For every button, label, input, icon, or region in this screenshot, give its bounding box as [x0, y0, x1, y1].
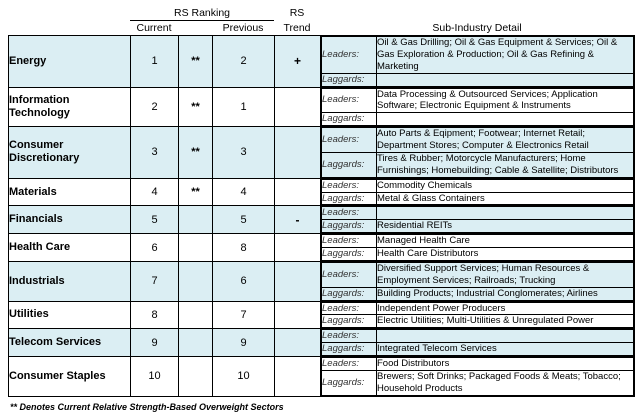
laggards-label: Laggards:	[322, 152, 377, 177]
sub-industry-detail-cell	[321, 301, 635, 329]
sub-industry-detail-cell	[321, 178, 635, 206]
current-rank-cell: 2	[131, 87, 179, 127]
sector-name-cell: Consumer Discretionary	[9, 127, 131, 179]
overweight-marker-cell	[179, 261, 213, 301]
current-rank-cell: 7	[131, 261, 179, 301]
table-row	[9, 329, 635, 357]
laggards-label: Laggards:	[322, 287, 377, 300]
laggards-row	[322, 370, 634, 395]
table-row	[9, 301, 635, 329]
laggards-row	[322, 73, 634, 86]
leaders-row	[322, 235, 634, 248]
laggards-row	[322, 113, 634, 126]
leaders-label: Leaders:	[322, 358, 377, 371]
sub-industry-detail-cell	[321, 357, 635, 397]
table-row	[9, 357, 635, 397]
header-row-top	[8, 6, 634, 21]
table-row	[9, 234, 635, 262]
laggards-value	[377, 113, 634, 126]
previous-rank-cell: 3	[213, 127, 275, 179]
sector-name-cell: Industrials	[9, 261, 131, 301]
laggards-row	[322, 248, 634, 261]
rs-trend-cell: -	[275, 206, 321, 234]
header-previous: Previous	[222, 22, 264, 34]
rs-trend-cell	[275, 329, 321, 357]
overweight-marker-cell	[179, 206, 213, 234]
leaders-value: Managed Health Care	[377, 235, 634, 248]
current-rank-cell: 1	[131, 36, 179, 88]
current-rank-cell: 8	[131, 301, 179, 329]
leaders-row	[322, 262, 634, 287]
sector-name-cell: Consumer Staples	[9, 357, 131, 397]
laggards-label: Laggards:	[322, 192, 377, 205]
sector-name-cell: Utilities	[9, 301, 131, 329]
leaders-label: Leaders:	[322, 302, 377, 315]
overweight-marker-cell: **	[179, 87, 213, 127]
overweight-marker-cell	[179, 357, 213, 397]
laggards-value: Residential REITs	[377, 220, 634, 233]
leaders-label: Leaders:	[322, 128, 377, 153]
current-rank-cell: 4	[131, 178, 179, 206]
leaders-label: Leaders:	[322, 235, 377, 248]
laggards-value: Electric Utilities; Multi-Utilities & Unregulated Power	[377, 315, 634, 328]
leaders-row	[322, 128, 634, 153]
sub-industry-detail-cell	[321, 234, 635, 262]
previous-rank-cell: 9	[213, 329, 275, 357]
current-rank-cell: 5	[131, 206, 179, 234]
current-rank-cell: 9	[131, 329, 179, 357]
laggards-value: Health Care Distributors	[377, 248, 634, 261]
sub-industry-detail-cell	[321, 206, 635, 234]
rs-ranking-table	[8, 35, 635, 397]
sector-name-cell: Materials	[9, 178, 131, 206]
rs-trend-cell	[275, 357, 321, 397]
table-row	[9, 178, 635, 206]
previous-rank-cell: 5	[213, 206, 275, 234]
laggards-label: Laggards:	[322, 370, 377, 395]
rs-trend-cell	[275, 234, 321, 262]
current-rank-cell: 6	[131, 234, 179, 262]
laggards-row	[322, 152, 634, 177]
previous-rank-cell: 6	[213, 261, 275, 301]
rs-trend-cell	[275, 127, 321, 179]
header-rs-trend-line2: Trend	[283, 21, 311, 34]
rs-trend-cell	[275, 301, 321, 329]
leaders-value: Independent Power Producers	[377, 302, 634, 315]
table-row	[9, 36, 635, 88]
sub-industry-detail-cell	[321, 329, 635, 357]
header-current: Current	[136, 22, 172, 34]
previous-rank-cell: 2	[213, 36, 275, 88]
rs-trend-cell	[275, 261, 321, 301]
sub-industry-detail-cell	[321, 261, 635, 301]
leaders-row	[322, 179, 634, 192]
leaders-row	[322, 88, 634, 113]
table-row	[9, 87, 635, 127]
sector-name-cell: Telecom Services	[9, 329, 131, 357]
rs-trend-cell	[275, 178, 321, 206]
laggards-label: Laggards:	[322, 315, 377, 328]
laggards-value	[377, 73, 634, 86]
leaders-row	[322, 37, 634, 74]
laggards-value: Building Products; Industrial Conglomerates; Airlines	[377, 287, 634, 300]
laggards-label: Laggards:	[322, 73, 377, 86]
table-header	[8, 6, 634, 35]
previous-rank-cell: 10	[213, 357, 275, 397]
laggards-row	[322, 343, 634, 356]
current-rank-cell: 3	[131, 127, 179, 179]
laggards-value: Metal & Glass Containers	[377, 192, 634, 205]
sector-name-cell: Financials	[9, 206, 131, 234]
table-row	[9, 127, 635, 179]
rs-trend-cell	[275, 87, 321, 127]
leaders-value	[377, 330, 634, 343]
footnote: ** Denotes Current Relative Strength-Based Overweight Sectors	[10, 401, 284, 412]
laggards-row	[322, 220, 634, 233]
laggards-value: Tires & Rubber; Motorcycle Manufacturers; Home Furnishings; Homebuilding; Cable & Satellite; Distributors	[377, 152, 634, 177]
leaders-label: Leaders:	[322, 88, 377, 113]
header-sub-industry-detail: Sub-Industry Detail	[432, 21, 522, 34]
laggards-row	[322, 192, 634, 205]
header-spacer-4	[178, 21, 212, 36]
laggards-label: Laggards:	[322, 220, 377, 233]
leaders-label: Leaders:	[322, 330, 377, 343]
laggards-row	[322, 315, 634, 328]
leaders-row	[322, 207, 634, 220]
laggards-label: Laggards:	[322, 248, 377, 261]
leaders-value: Data Processing & Outsourced Services; Application Software; Electronic Equipment & Instruments	[377, 88, 634, 113]
header-spacer	[8, 6, 130, 21]
overweight-marker-cell: **	[179, 127, 213, 179]
leaders-value: Food Distributors	[377, 358, 634, 371]
sector-name-cell: Health Care	[9, 234, 131, 262]
laggards-label: Laggards:	[322, 113, 377, 126]
overweight-marker-cell: **	[179, 178, 213, 206]
leaders-value: Oil & Gas Drilling; Oil & Gas Equipment & Services; Oil & Gas Exploration & Production; Oil & Gas Refining & Marketing	[377, 37, 634, 74]
header-spacer-2	[320, 6, 634, 21]
header-spacer-3	[8, 21, 130, 36]
leaders-label: Leaders:	[322, 37, 377, 74]
overweight-marker-cell	[179, 301, 213, 329]
leaders-value: Commodity Chemicals	[377, 179, 634, 192]
laggards-row	[322, 287, 634, 300]
table-row	[9, 261, 635, 301]
overweight-marker-cell	[179, 234, 213, 262]
header-row-sub	[8, 21, 634, 36]
laggards-label: Laggards:	[322, 343, 377, 356]
leaders-row	[322, 358, 634, 371]
previous-rank-cell: 4	[213, 178, 275, 206]
previous-rank-cell: 1	[213, 87, 275, 127]
header-rs-trend-line1: RS	[289, 7, 305, 20]
sub-industry-detail-cell	[321, 36, 635, 88]
leaders-row	[322, 330, 634, 343]
overweight-marker-cell: **	[179, 36, 213, 88]
table-body	[9, 36, 635, 397]
laggards-value: Brewers; Soft Drinks; Packaged Foods & Meats; Tobacco; Household Products	[377, 370, 634, 395]
header-rs-ranking: RS Ranking	[130, 6, 274, 21]
table-row	[9, 206, 635, 234]
current-rank-cell: 10	[131, 357, 179, 397]
previous-rank-cell: 8	[213, 234, 275, 262]
leaders-value	[377, 207, 634, 220]
previous-rank-cell: 7	[213, 301, 275, 329]
leaders-row	[322, 302, 634, 315]
sector-name-cell: Information Technology	[9, 87, 131, 127]
rs-trend-cell: +	[275, 36, 321, 88]
leaders-label: Leaders:	[322, 179, 377, 192]
leaders-value: Diversified Support Services; Human Resources & Employment Services; Railroads; Trucking	[377, 262, 634, 287]
leaders-label: Leaders:	[322, 262, 377, 287]
sub-industry-detail-cell	[321, 87, 635, 127]
overweight-marker-cell	[179, 329, 213, 357]
laggards-value: Integrated Telecom Services	[377, 343, 634, 356]
leaders-value: Auto Parts & Eqipment; Footwear; Internet Retail; Department Stores; Computer & Electronics Retail	[377, 128, 634, 153]
sub-industry-detail-cell	[321, 127, 635, 179]
sector-name-cell: Energy	[9, 36, 131, 88]
leaders-label: Leaders:	[322, 207, 377, 220]
